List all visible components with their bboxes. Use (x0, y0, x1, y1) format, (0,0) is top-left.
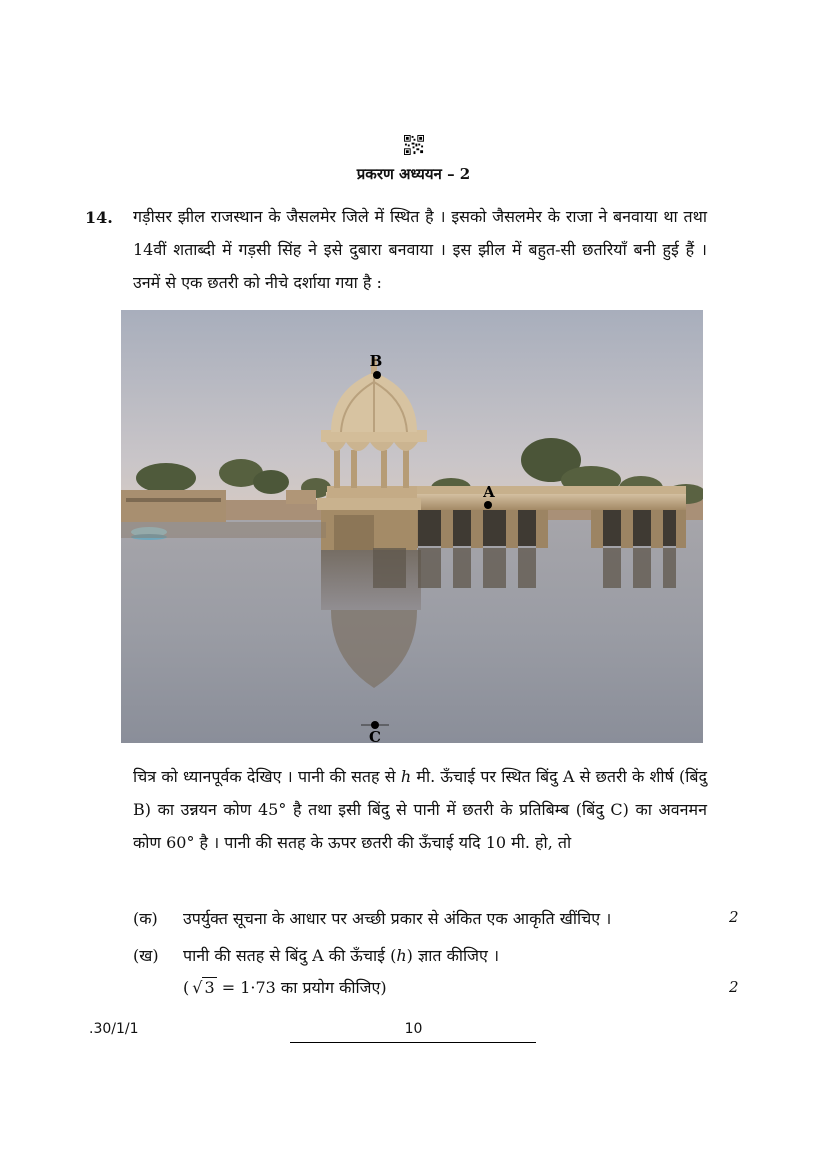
part-b-marks: 2 (729, 978, 739, 996)
point-b-label: B (369, 352, 383, 370)
question-body (133, 760, 707, 859)
footer-rule (290, 1042, 536, 1043)
question-body-part2: मी. ऊँचाई पर स्थित बिंदु A से छतरी के शीर्ष (बिंदु B) का उन्नयन कोण 45° है तथा इसी बिंदु से पानी में छतरी के प्रतिबिम्ब (बिंदु C) का अवनमन कोण 60° है । पानी की सतह के ऊपर छतरी की ऊँचाई यदि 10 मी. हो, तो (133, 767, 707, 852)
part-b-variable-h: h (396, 946, 407, 965)
paper-code: .30/1/1 (89, 1021, 139, 1037)
question-intro: गड़ीसर झील राजस्थान के जैसलमेर जिले में स्थित है । इसको जैसलमेर के राजा ने बनवाया था तथा 14वीं शताब्दी में गड़सी सिंह ने इसे दुबारा बनवाया । इस झील में बहुत-सी छतरियाँ बनी हुई हैं । उनमें से एक छतरी को नीचे दर्शाया गया है : (133, 207, 707, 292)
sqrt-symbol: √ (192, 978, 203, 997)
part-b-text-part2: ) ज्ञात कीजिए । (406, 946, 500, 965)
sqrt-argument: 3 (204, 978, 215, 997)
hint-open-paren: ( (183, 978, 190, 997)
variable-h: h (400, 767, 412, 786)
hint-rest: = 1·73 का प्रयोग कीजिए) (216, 978, 387, 997)
part-a-label: (क) (133, 909, 158, 928)
part-b-text (183, 944, 499, 966)
case-study-title: प्रकरण अध्ययन – 2 (356, 165, 471, 183)
part-b-hint (183, 976, 387, 998)
question-number: 14. (85, 208, 113, 227)
part-b-text-part1: पानी की सतह से बिंदु A की ऊँचाई ( (183, 946, 397, 965)
point-c-label: C (369, 728, 381, 743)
question-body-part1: चित्र को ध्यानपूर्वक देखिए । पानी की सतह से (133, 767, 401, 786)
part-a-marks: 2 (729, 908, 739, 926)
part-b-label: (ख) (133, 946, 159, 965)
page-number: 10 (404, 1021, 423, 1037)
point-a-label: A (483, 483, 495, 501)
lake-chhatri-photo (121, 310, 703, 743)
qr-code-icon (404, 135, 424, 155)
part-a-text: उपर्युक्त सूचना के आधार पर अच्छी प्रकार से अंकित एक आकृति खींचिए । (183, 909, 612, 928)
